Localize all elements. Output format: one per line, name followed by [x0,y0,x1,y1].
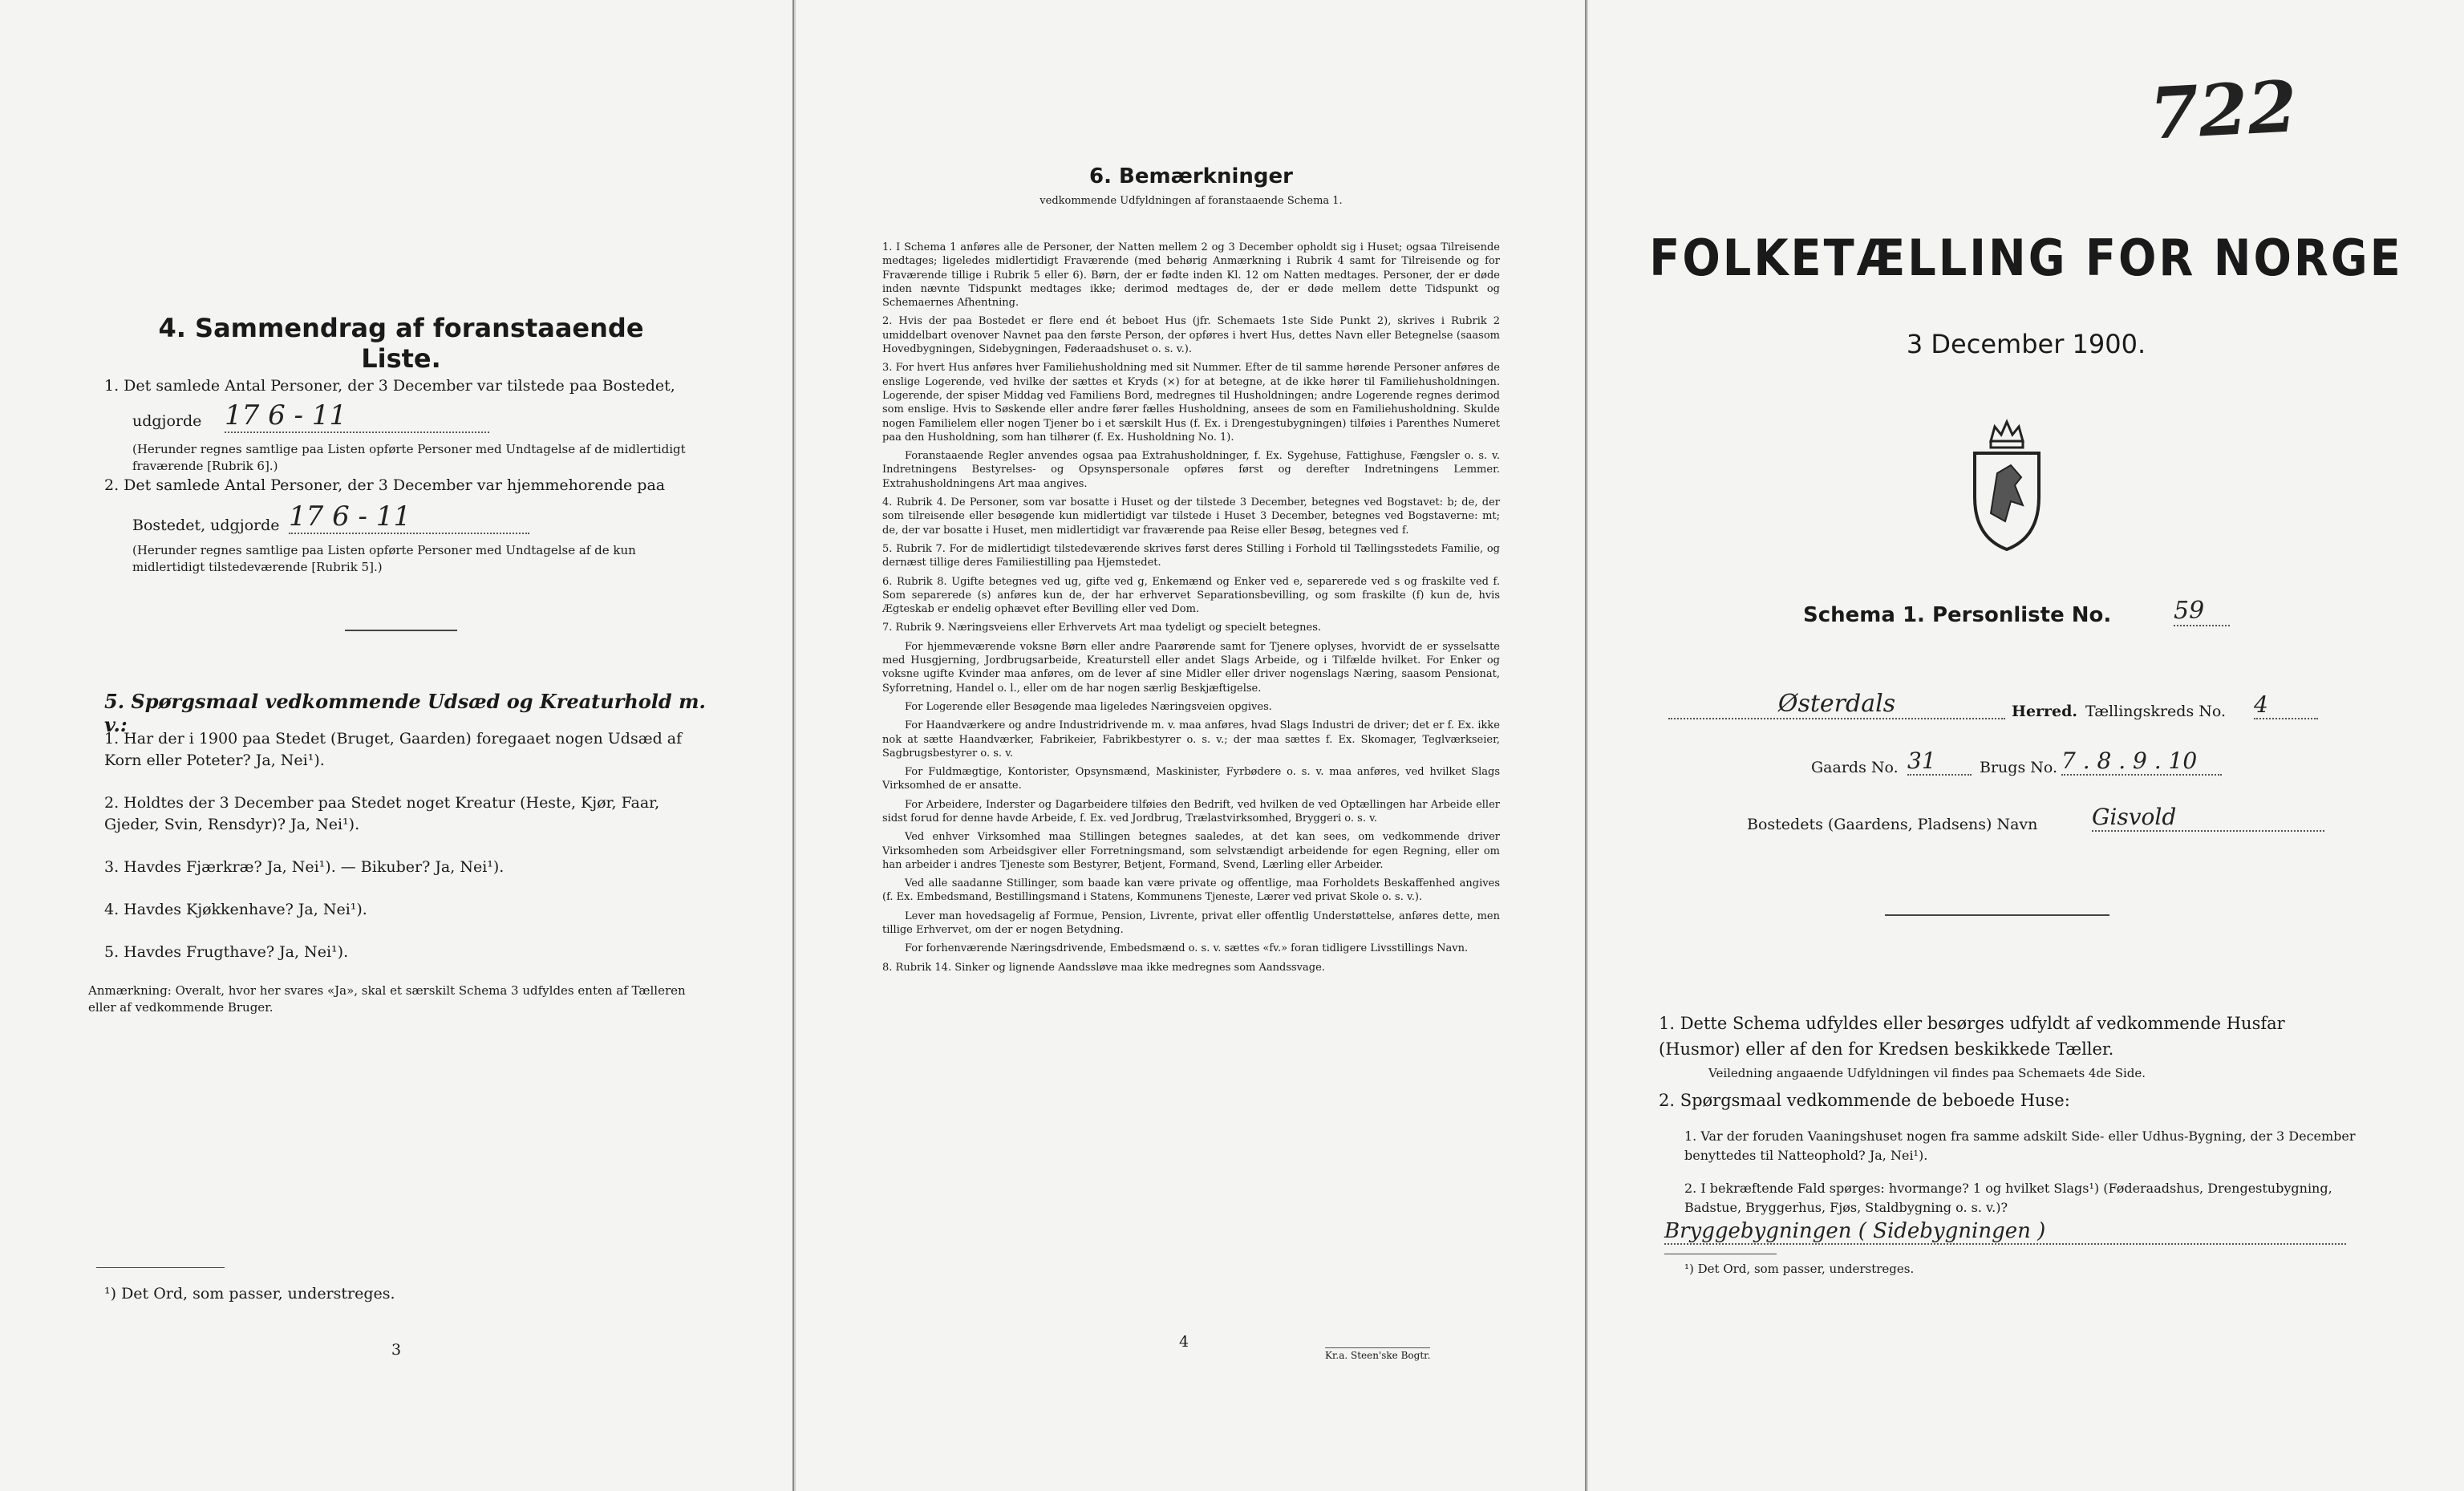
remark-item: For Fuldmægtige, Kontorister, Opsynsmænd, Maskinister, Fyrbødere o. s. v. maa anføres, ved hvilket Slags Virksomhed de er ansatte. [882,766,1500,792]
remark-item: 6. Rubrik 8. Ugifte betegnes ved ug, gifte ved g, Enkemænd og Enker ved e, separerede ved s og fraskilte ved f. Som separerede (s) anføres kun de, der har erhvervet Separationsbevilling, og som fraskilte (f) kun de, hvis Ægteskab er endelig ophævet efter Bevilling eller ved Dom. [882,575,1500,616]
instruction-2-handwritten: Bryggebygningen ( Sidebygningen ) [1664,1219,2346,1245]
brugs-label: Brugs No. [1980,759,2058,776]
page-left [0,0,794,1491]
item2-handwritten-value: 17 6 - 11 [289,500,529,534]
remark-item: For forhenværende Næringsdrivende, Embedsmænd o. s. v. sættes «fv.» foran tidligere Livsstillings Navn. [905,942,1469,955]
herred-label: Herred. [2012,703,2078,720]
remark-item: 2. Hvis der paa Bostedet er flere end ét beboet Hus (jfr. Schemaets 1ste Side Punkt 2), skrives i Rubrik 2 umiddelbart ovenover Navnet paa den første Person, der opføres i hvert Hus, dettes Navn eller Betegnelse (saasom Hovedbygningen, Sidebygningen, Føderaadshuset o. s. v.). [882,315,1500,356]
remark-item: Foranstaaende Regler anvendes ogsaa paa Extrahusholdninger, f. Ex. Sygehuse, Fattighuse, Fængsler o. s. v. Indretningens Bestyrelses- og Opsynspersonale opføres først og derefter Indretningens Lemmer. Extrahusholdningens Art maa angives. [882,450,1500,490]
remarks-title: 6. Bemærkninger [1089,164,1293,188]
page-number: 4 [1179,1333,1189,1351]
instruction-2: 2. Spørgsmaal vedkommende de beboede Huse: [1659,1091,2070,1110]
item2-note: (Herunder regnes samtlige paa Listen opførte Personer med Undtagelse af de kun midlertidigt tilstedeværende [Rubrik 5].) [132,543,636,574]
coat-of-arms-icon [1967,417,2047,553]
question-3: 3. Havdes Fjærkræ? Ja, Nei¹). — Bikuber? Ja, Nei¹). [104,858,505,876]
bosted-value: Gisvold [2092,804,2324,832]
divider [1885,914,2109,916]
gaards-value: 31 [1907,748,1972,776]
item1-handwritten-value: 17 6 - 11 [225,399,489,433]
remark-item: Ved alle saadanne Stillinger, som baade kan være private og offentlige, maa Forholdets Beskaffenhed angives (f. Ex. Embedsmand, Bestillingsmand i Statens, Kommunens Tjeneste, Lærer ved privat Skole o. s. v.). [882,877,1500,904]
remark-item: 7. Rubrik 9. Næringsveiens eller Erhvervets Art maa tydeligt og specielt betegnes. [882,622,1322,634]
instruction-2-q2: 2. I bekræftende Fald spørges: hvormange? 1 og hvilket Slags¹) (Føderaadshus, Drengestubygning, Badstue, Bryggerhus, Fjøs, Staldbygning o. s. v.)? [1684,1181,2332,1215]
remarks-list [882,241,1500,979]
divider [345,630,457,631]
remark-item: 3. For hvert Hus anføres hver Familiehusholdning med sit Nummer. Efter de til samme hørende Personer anføres de enslige Logerende, ved hvilke der sættes et Kryds (×) for at betegne, at de ikke hører til Familiehusholdningen. Logerende, der spiser Middag ved Familiens Bord, medregnes til Husholdningen; andre Logerende regnes derimod som enslige. Hvis to Søskende eller andre fører fælles Husholdning, ansees de som en Familiehusholdning. Skulde nogen Familielem eller nogen Tjener bo i et særskilt Hus (f. Ex. i Drengestubygningen) tilføies i Parenthes Numeret paa den Husholdning, som han tilhører (f. Ex. Husholdning No. 1). [882,362,1500,444]
item2-text: 2. Det samlede Antal Personer, der 3 December var hjemmehorende paa [104,476,666,494]
schema-label: Schema 1. Personliste No. [1803,603,2112,627]
remark-item: 4. Rubrik 4. De Personer, som var bosatte i Huset og der tilstede 3 December, betegnes ved Bogstavet: b; de, der som tilreisende eller besøgende kun midlertidigt var tilstede i Huset 3 December, betegnes ved Bogstaverne: mt; de, der var bosatte i Huset, men midlertidigt var fraværende paa Reise eller Besøg, betegnes ved f. [882,496,1500,537]
gaards-label: Gaards No. [1811,759,1899,776]
question-5: 5. Havdes Frugthave? Ja, Nei¹). [104,943,349,961]
item1-text: 1. Det samlede Antal Personer, der 3 December var tilstede paa Bostedet, [104,377,675,395]
remark-item: Ved enhver Virksomhed maa Stillingen betegnes saaledes, at det kan sees, om vedkommende driver Virksomheden som Arbeidsgiver eller Forretningsmand, som selvstændigt arbeidende for egen Regning, eller om han arbeider i andres Tjeneste som Bestyrer, Betjent, Formand, Svend, Lærling eller Arbeider. [882,831,1500,871]
instruction-2-q1: 1. Var der foruden Vaaningshuset nogen fra samme adskilt Side- eller Udhus-Bygning, der 3 December benyttedes til Natteophold? Ja, Nei¹). [1684,1128,2356,1163]
page-right [1588,0,2464,1491]
section4-title: 4. Sammendrag af foranstaaende Liste. [158,313,644,374]
instruction-1-sub: Veiledning angaaende Udfyldningen vil findes paa Schemaets 4de Side. [1708,1066,2146,1080]
remark-item: 5. Rubrik 7. For de midlertidigt tilstedeværende skrives først deres Stilling i Forhold til Tællingsstedets Familie, og dernæst tillige deres Familiestilling paa Hjemstedet. [882,542,1500,569]
brugs-value: 7 . 8 . 9 . 10 [2061,748,2222,776]
question-1: 1. Har der i 1900 paa Stedet (Bruget, Gaarden) foregaaet nogen Udsæd af Korn eller Poteter? Ja, Nei¹). [104,730,683,769]
schema-number: 59 [2174,597,2230,626]
remark-item: Lever man hovedsagelig af Formue, Pension, Livrente, privat eller offentlig Understøttelse, anføres dette, men tillige Erhvervet, om der er nogen Betydning. [882,910,1500,937]
footnote: ¹) Det Ord, som passer, understreges. [1684,1262,1915,1276]
question-4: 4. Havdes Kjøkkenhave? Ja, Nei¹). [104,901,367,918]
remark-item: For Logerende eller Besøgende maa ligeledes Næringsveien opgives. [905,700,1272,713]
page-middle [796,0,1587,1491]
remark-item: For Arbeidere, Inderster og Dagarbeidere tilføies den Bedrift, ved hvilken de ved Optællingen har Arbeide eller sidst forud for denne havde Arbeide, f. Ex. ved Jordbrug, Trælastvirksomhed, Bryggeri o. s. v. [882,798,1500,825]
item1-note: (Herunder regnes samtlige paa Listen opførte Personer med Undtagelse af de midlertidigt fraværende [Rubrik 6].) [132,442,686,473]
remark-item: For hjemmeværende voksne Børn eller andre Paarørende samt for Tjenere oplyses, hvorvidt de er sysselsatte med Husgjerning, Jordbrugsarbeide, Kreaturstell eller andet Slags Arbeide, og i Tilfælde hvilket. For Enker og voksne ugifte Kvinder maa anføres, om de lever af sine Midler eller driver nogenslags Næring, saasom Pensionat, Syforretning, Handel o. l., eller om de har nogen særlig Beskjæftigelse. [882,640,1500,695]
item1-udgjorde: udgjorde [132,412,202,430]
remark-item: 8. Rubrik 14. Sinker og lignende Aandssløve maa ikke medregnes som Aandssvage. [882,961,1325,974]
remarks-subtitle: vedkommende Udfyldningen af foranstaaende Schema 1. [1040,195,1343,207]
printer-mark: Kr.a. Steen'ske Bogtr. [1325,1347,1430,1361]
archive-number: 722 [2147,64,2300,156]
anmerkning: Anmærkning: Overalt, hvor her svares «Ja», skal et særskilt Schema 3 udfyldes enten af Tælleren eller af vedkommende Bruger. [88,983,686,1015]
herred-value: Østerdals [1668,690,2005,719]
page-number: 3 [391,1341,402,1359]
remark-item: 1. I Schema 1 anføres alle de Personer, der Natten mellem 2 og 3 December opholdt sig i Huset; ogsaa Tilreisende medtages; ligeledes midlertidigt Fraværende (med behørig Anmærkning i Rubrik 4 samt for Tilreisende og for Fraværende tillige i Rubrik 5 eller 6). Børn, der er fødte inden Kl. 12 om Natten medtages. Personer, der er døde inden nævnte Tidspunkt medtages ikke; derimod medtages de, der er døde mellem dette Tidspunkt og Schemaernes Afhentning. [882,241,1500,310]
section5-title: 5. Spørgsmaal vedkommende Udsæd og Kreaturhold m. v.: [104,690,706,736]
item2-bostedet: Bostedet, udgjorde [132,517,280,534]
footnote-rule [96,1267,225,1268]
census-date: 3 December 1900. [1906,329,2146,359]
census-title: FOLKETÆLLING FOR NORGE [1649,229,2403,287]
instruction-1: 1. Dette Schema udfyldes eller besørges udfyldt af vedkommende Husfar (Husmor) eller af den for Kredsen beskikkede Tæller. [1659,1014,2285,1059]
questions [104,728,714,984]
footnote: ¹) Det Ord, som passer, understreges. [104,1285,395,1303]
krets-label: Tællingskreds No. [2085,703,2226,720]
bosted-label: Bostedets (Gaardens, Pladsens) Navn [1747,816,2038,833]
question-2: 2. Holdtes der 3 December paa Stedet noget Kreatur (Heste, Kjør, Faar, Gjeder, Svin, Rensdyr)? Ja, Nei¹). [104,794,660,833]
krets-value: 4 [2254,691,2318,719]
remark-item: For Haandværkere og andre Industridrivende m. v. maa anføres, hvad Slags Industri de driver; det er f. Ex. ikke nok at sætte Haandværker, Fabrikeier, Fabrikbestyrer o. s. v.; der maa sættes f. Ex. Skomager, Teglværkseier, Sagbrugsbestyrer o. s. v. [882,719,1500,760]
